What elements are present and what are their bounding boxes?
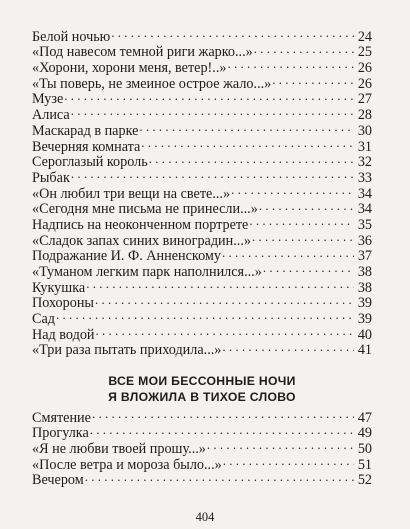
page-number: 404 — [195, 510, 215, 524]
toc-entry-page: 30 — [357, 122, 372, 139]
dot-leader — [64, 88, 354, 104]
toc-entry-page: 40 — [357, 326, 372, 343]
toc-entry-title: Подражание И. Ф. Анненскому — [32, 248, 221, 265]
toc-entry-title: Над водой — [32, 326, 95, 343]
toc-entry — [32, 103, 372, 124]
toc-entry — [32, 323, 372, 343]
toc-entry-page: 38 — [357, 279, 372, 296]
toc-entry-page: 28 — [357, 107, 372, 124]
dot-leader — [141, 135, 354, 151]
dot-leader — [92, 406, 354, 422]
dot-leader — [259, 198, 354, 214]
toc-entry-title: «Я не любви твоей прошу...» — [32, 441, 206, 458]
toc-entry-page: 32 — [357, 154, 372, 171]
toc-entry — [32, 88, 372, 108]
toc-entry-title: «Под навесом темной риги жарко...» — [32, 44, 253, 61]
toc-entry-page: 35 — [357, 216, 372, 233]
dot-leader — [252, 229, 354, 245]
toc-entry-page: 49 — [357, 425, 372, 442]
toc-entry-title: Алиса — [32, 107, 70, 124]
dot-leader — [263, 260, 354, 276]
toc-entry-title: Белой ночью — [32, 28, 111, 45]
toc-entry-page: 38 — [357, 264, 372, 280]
toc-entry-page: 37 — [357, 248, 372, 265]
table-of-contents-part-2 — [32, 406, 372, 489]
section-heading — [32, 374, 372, 405]
dot-leader — [222, 245, 354, 261]
toc-entry — [32, 25, 372, 45]
toc-entry-title: Вечерняя комната — [32, 138, 141, 155]
toc-entry-page: 26 — [357, 75, 372, 92]
dot-leader — [149, 151, 354, 167]
toc-entry-title: Похороны — [32, 295, 94, 312]
dot-leader — [223, 453, 354, 469]
toc-entry-title: «Сладок запах синих виноградин...» — [32, 232, 251, 249]
toc-entry-title: Прогулка — [32, 425, 89, 442]
dot-leader — [254, 41, 354, 57]
toc-entry-title: Музе — [32, 91, 64, 108]
toc-entry-page: 36 — [357, 232, 372, 249]
dot-leader — [227, 56, 354, 72]
toc-entry-title: «Хорони, хорони меня, ветер!..» — [32, 60, 227, 77]
toc-entry-title: Кукушка — [32, 279, 86, 296]
toc-entry-page: 34 — [357, 185, 372, 202]
toc-entry-title: Сад — [32, 311, 55, 328]
section-heading-line-2: Я ВЛОЖИЛА В ТИХОЕ СЛОВО — [108, 389, 296, 404]
toc-entry-page: 47 — [357, 409, 372, 426]
toc-entry-page: 33 — [357, 169, 372, 186]
toc-entry-title: «После ветра и мороза было...» — [32, 456, 222, 473]
toc-entry-page: 39 — [357, 295, 372, 312]
section-heading-line-1: ВСЕ МОИ БЕССОННЫЕ НОЧИ — [108, 374, 296, 388]
dot-leader — [56, 307, 354, 323]
dot-leader — [86, 276, 354, 292]
toc-entry-page: 24 — [357, 28, 372, 45]
table-of-contents-part-1 — [32, 25, 372, 359]
dot-leader — [249, 213, 354, 229]
dot-leader — [272, 72, 354, 88]
dot-leader — [222, 339, 354, 355]
toc-entry-page: 51 — [357, 456, 372, 473]
toc-entry-page: 26 — [357, 60, 372, 77]
toc-entry-title: Вечером — [32, 472, 84, 489]
toc-entry-title: «Три раза пытать приходила...» — [32, 342, 222, 359]
toc-entry — [32, 406, 372, 426]
toc-entry-page: 52 — [357, 472, 372, 489]
toc-entry-title: «Сегодня мне письма не принесли...» — [32, 201, 258, 218]
toc-entry-title: Рыбак — [32, 169, 70, 186]
toc-entry-title: Смятение — [32, 409, 91, 426]
dot-leader — [71, 166, 354, 182]
dot-leader — [96, 323, 355, 339]
dot-leader — [90, 422, 354, 438]
toc-entry-title: «Ты поверь, не змеиное острое жало...» — [32, 75, 272, 92]
toc-entry — [32, 307, 372, 328]
dot-leader — [85, 469, 354, 485]
toc-entry — [32, 166, 372, 186]
toc-entry-title: Сероглазый король — [32, 154, 148, 171]
toc-entry-page: 27 — [357, 91, 372, 108]
dot-leader — [95, 292, 354, 308]
toc-entry-title: Маскарад в парке — [32, 122, 139, 139]
toc-entry-page: 50 — [357, 441, 372, 458]
dot-leader — [231, 182, 354, 198]
toc-entry-page: 25 — [357, 44, 372, 61]
dot-leader — [111, 25, 354, 41]
toc-entry-page: 31 — [357, 138, 372, 155]
dot-leader — [207, 437, 354, 453]
toc-entry-title: Надпись на неоконченном портрете — [32, 216, 249, 233]
toc-entry-page: 41 — [357, 342, 372, 359]
toc-entry — [32, 119, 372, 139]
dot-leader — [139, 119, 354, 135]
toc-entry-page: 34 — [357, 201, 372, 218]
toc-entry-title: «Туманом легким парк наполнился...» — [32, 264, 262, 280]
toc-entry — [32, 182, 372, 202]
toc-entry-page: 39 — [357, 311, 372, 328]
dot-leader — [71, 103, 354, 119]
toc-entry-title: «Он любил три вещи на свете...» — [32, 185, 231, 202]
